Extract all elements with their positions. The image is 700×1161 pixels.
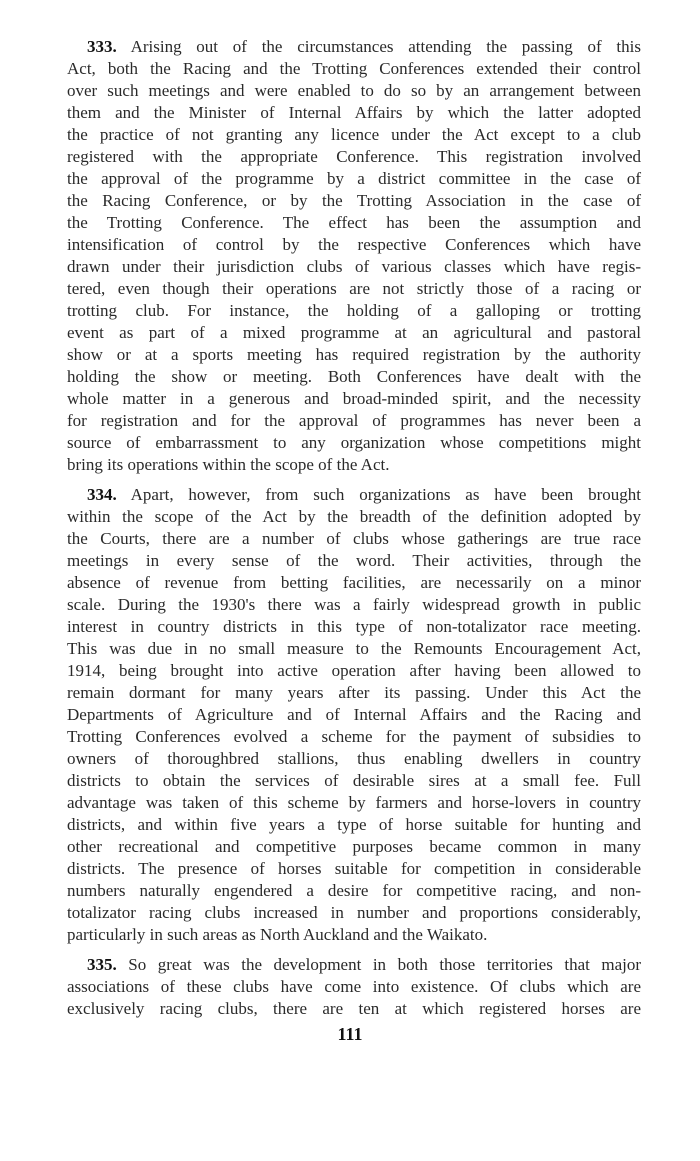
text-line: within the scope of the Act by the breadth of the definition adopted by: [67, 507, 641, 526]
text-line: trotting club. For instance, the holding of a galloping or trotting: [67, 301, 641, 320]
text-line: holding the show or meeting. Both Conferences have dealt with the: [67, 367, 641, 386]
text-line: event as part of a mixed programme at an agricultural and pastoral: [67, 323, 641, 342]
text-line: show or at a sports meeting has required registration by the authority: [67, 345, 641, 364]
text-line: tered, even though their operations are not strictly those of a racing or: [67, 279, 641, 298]
text-line: districts, and within five years a type of horse suitable for hunting and: [67, 815, 641, 834]
text-line: [67, 36, 641, 58]
text-line: This was due in no small measure to the Remounts Encouragement Act,: [67, 639, 641, 658]
line-text: So great was the development in both those territories that major: [128, 955, 642, 974]
text-line: source of embarrassment to any organization whose competitions might: [67, 433, 641, 452]
text-line: over such meetings and were enabled to do so by an arrangement between: [67, 81, 641, 100]
text-line: absence of revenue from betting facilities, are necessarily on a minor: [67, 573, 641, 592]
paragraph-333: [67, 36, 641, 476]
text-line: owners of thoroughbred stallions, thus enabling dwellers in country: [67, 749, 641, 768]
text-line: districts. The presence of horses suitable for competition in considerable: [67, 859, 641, 878]
text-line: particularly in such areas as North Auckland and the Waikato.: [67, 925, 488, 944]
text-line: the approval of the programme by a district committee in the case of: [67, 169, 641, 188]
paragraph-334: [67, 484, 641, 946]
text-line: advantage was taken of this scheme by farmers and horse-lovers in country: [67, 793, 641, 812]
text-line: for registration and for the approval of programmes has never been a: [67, 411, 641, 430]
text-line: whole matter in a generous and broad-minded spirit, and the necessity: [67, 389, 641, 408]
text-line: scale. During the 1930's there was a fairly widespread growth in public: [67, 595, 641, 614]
text-line: them and the Minister of Internal Affairs by which the latter adopted: [67, 103, 641, 122]
text-line: bring its operations within the scope of the Act.: [67, 455, 390, 474]
text-line: meetings in every sense of the word. Their activities, through the: [67, 551, 641, 570]
text-line: [67, 484, 641, 506]
text-line: intensification of control by the respective Conferences which have: [67, 235, 641, 254]
text-line: the practice of not granting any licence under the Act except to a club: [67, 125, 641, 144]
text-line: remain dormant for many years after its passing. Under this Act the: [67, 683, 641, 702]
text-line: associations of these clubs have come into existence. Of clubs which are: [67, 977, 641, 996]
text-line: [67, 954, 641, 976]
text-line: exclusively racing clubs, there are ten at which registered horses are: [67, 999, 641, 1018]
text-line: interest in country districts in this type of non-totalizator race meeting.: [67, 617, 641, 636]
paragraph-335: [67, 954, 641, 1020]
text-line: 1914, being brought into active operation after having been allowed to: [67, 661, 641, 680]
paragraph-number: 333.: [87, 37, 117, 56]
page-number: 111: [337, 1024, 363, 1044]
text-line: the Courts, there are a number of clubs whose gatherings are true race: [67, 529, 641, 548]
text-line: Act, both the Racing and the Trotting Conferences extended their control: [67, 59, 641, 78]
line-text: Apart, however, from such organizations as have been brought: [130, 485, 642, 504]
paragraph-number: 334.: [87, 485, 117, 504]
text-line: totalizator racing clubs increased in number and proportions considerably,: [67, 903, 641, 922]
text-line: other recreational and competitive purposes became common in many: [67, 837, 641, 856]
text-line: registered with the appropriate Conference. This registration involved: [67, 147, 641, 166]
paragraph-number: 335.: [87, 955, 117, 974]
line-text: Arising out of the circumstances attending the passing of this: [130, 37, 641, 56]
text-line: the Trotting Conference. The effect has been the assumption and: [67, 213, 641, 232]
text-line: drawn under their jurisdiction clubs of various classes which have regis-: [67, 257, 641, 276]
text-line: numbers naturally engendered a desire for competitive racing, and non-: [67, 881, 641, 900]
text-line: Departments of Agriculture and of Internal Affairs and the Racing and: [67, 705, 641, 724]
document-page: [67, 36, 641, 1028]
text-line: districts to obtain the services of desirable sires at a small fee. Full: [67, 771, 641, 790]
text-line: Trotting Conferences evolved a scheme for the payment of subsidies to: [67, 727, 641, 746]
text-line: the Racing Conference, or by the Trotting Association in the case of: [67, 191, 641, 210]
